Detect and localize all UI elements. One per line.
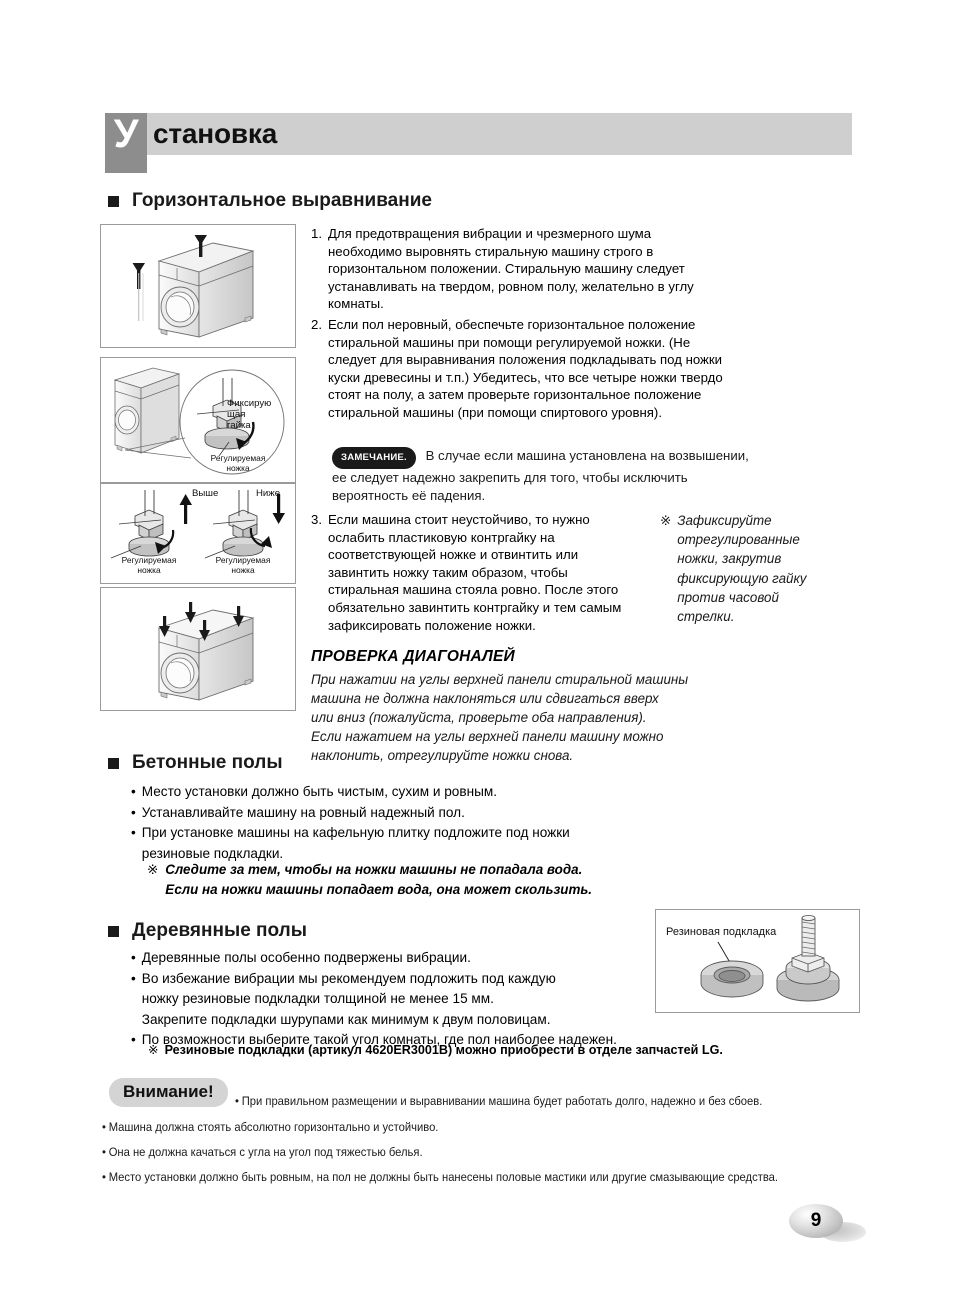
warning-line-1-text: При правильном размещении и выравнивании машина будет работать долго, надежно и без сбоев. (241, 1094, 763, 1108)
square-bullet-icon (108, 758, 119, 769)
bullet-dot-icon: • (131, 784, 136, 799)
page-title: становка (153, 118, 278, 149)
bullet-dot-icon: • (131, 970, 136, 986)
concrete-star-line-1: Следите за тем, чтобы на ножки машины не попадала вода. (165, 862, 583, 877)
leveling-item-2 (311, 316, 736, 422)
figure-foot-detail-box (100, 357, 296, 483)
diagonals-body (311, 670, 761, 765)
square-bullet-icon (108, 926, 119, 937)
reference-mark-icon: ※ (147, 862, 159, 877)
warning-badge: Внимание! (109, 1078, 228, 1107)
diagonals-title: ПРОВЕРКА ДИАГОНАЛЕЙ (311, 648, 515, 665)
bullet-dot-icon: • (102, 1145, 106, 1159)
wooden-bullet-2-line-2: ножку резиновые подкладки толщиной не менее 15 мм. (141, 991, 494, 1006)
list-item (131, 823, 691, 864)
figure5-label-rubber-pad: Резиновая подкладка (666, 926, 777, 938)
warning-line-3-text: Она не должна качаться с угла на угол под тяжестью белья. (108, 1145, 423, 1159)
leveling-note-text: В случае если машина установлена на возвышении, ее следует надежно закрепить для того, чтобы исключить вероятность её падения. (332, 448, 749, 503)
page-number: 9 (810, 1210, 822, 1231)
leveling-item-1 (311, 225, 711, 313)
concrete-bullet-3-line-2: резиновые подкладки. (141, 845, 284, 861)
wooden-star-note-text: Резиновые подкладки (артикул 4620ER3001B) можно приобрести в отделе запчастей LG. (164, 1043, 723, 1057)
diagonals-line-5: наклонить, отрегулируйте ножки снова. (311, 748, 574, 763)
figure-machine-diagonal-box (100, 587, 296, 711)
wooden-bullet-2-line-3: Закрепите подкладки шурупами как минимум к двум половицам. (141, 1011, 551, 1027)
wooden-bullets (131, 948, 691, 1051)
diagonals-line-3: или вниз (пожалуйста, проверьте оба направления). (311, 710, 647, 725)
concrete-bullets (131, 782, 691, 864)
list-item (131, 969, 691, 1031)
figure3-label-higher: Выше (192, 488, 219, 499)
section-heading-concrete (108, 752, 283, 774)
list-item (131, 782, 691, 803)
warning-line-4-text: Место установки должно быть ровным, на пол не должны быть нанесены половые мастики или другие смазывающие средства. (108, 1170, 779, 1184)
leveling-item-2-number: 2. (311, 317, 322, 332)
leveling-item-2-text: Если пол неровный, обеспечьте горизонтальное положение стиральной машины при помощи регулируемой ножки. (Не следует для выравнивания положения подкладывать под ножки куски древесины и т.п.) Убедитесь, что все четыре ножки твердо стоят на полу, а затем проверьте горизонтальное положение стиральной машины (при помощи спиртового уровня). (328, 317, 723, 420)
diagonals-line-1: При нажатии на углы верхней панели стиральной машины (311, 672, 689, 687)
figure-machine-level-svg (101, 225, 296, 348)
warning-line-3 (102, 1144, 423, 1160)
section-heading-wooden-label: Деревянные полы (132, 920, 307, 941)
page-number-badge (789, 1204, 843, 1238)
diagonals-line-2: машина не должна наклоняться или сдвигаться вверх (311, 691, 659, 706)
bullet-dot-icon: • (131, 950, 136, 965)
figure3-label-foot-left: Регулируемая ножка (121, 555, 177, 575)
figure3-label-lower: Ниже (256, 488, 281, 499)
reference-mark-icon: ※ (148, 1043, 159, 1057)
concrete-star-line-2: Если на ножки машины попадает вода, она может скользить. (165, 881, 593, 897)
figure-machine-level-box (100, 224, 296, 348)
bullet-dot-icon: • (235, 1094, 239, 1108)
figure-foot-higher-lower-box (100, 483, 296, 584)
list-item (131, 803, 691, 824)
header-drop-cap-block (105, 113, 147, 173)
leveling-item-3-number: 3. (311, 512, 322, 527)
square-bullet-icon (108, 196, 119, 207)
bullet-dot-icon: • (131, 1032, 136, 1047)
reference-mark-icon: ※ (660, 513, 672, 528)
wooden-bullet-2-line-1: Во избежание вибрации мы рекомендуем подложить под каждую (141, 970, 556, 986)
section-heading-leveling (108, 190, 432, 212)
section-heading-concrete-label: Бетонные полы (132, 752, 283, 773)
concrete-bullet-2: Устанавливайте машину на ровный надежный пол. (141, 804, 465, 820)
list-item (131, 948, 691, 969)
figure2-label-locking-nut: Фиксирую щая гайка (227, 398, 272, 431)
figure2-label-adjustable-foot: Регулируемая ножка (210, 453, 266, 473)
note-badge: ЗАМЕЧАНИЕ. (332, 447, 416, 469)
bullet-dot-icon: • (131, 804, 136, 820)
wooden-bullet-1: Деревянные полы особенно подвержены вибрации. (141, 950, 471, 965)
section-heading-leveling-label: Горизонтальное выравнивание (132, 190, 432, 211)
diagonals-line-4: Если нажатием на углы верхней панели машину можно (311, 729, 664, 744)
section-heading-wooden (108, 920, 307, 942)
header-drop-cap-letter: У (113, 112, 139, 156)
concrete-star-note (147, 860, 717, 899)
wooden-bullet-3: По возможности выберите такой угол комнаты, где пол наиболее надежен. (141, 1032, 617, 1047)
figure3-label-foot-right: Регулируемая ножка (215, 555, 271, 575)
bullet-dot-icon: • (131, 825, 136, 840)
leveling-item-3-text: Если машина стоит неустойчиво, то нужно ослабить пластиковую контргайку на соответствующей ножке и отвинтить или завинтить ножку таким образом, чтобы стиральная машина стояла ровно. После этого обязательно завинтить контргайку и тем самым зафиксировать положение ножки. (328, 512, 622, 633)
warning-line-2 (102, 1119, 438, 1135)
bullet-dot-icon: • (102, 1170, 106, 1184)
leveling-item-1-number: 1. (311, 226, 322, 241)
leveling-side-note-text: Зафиксируйте отрегулированные ножки, закрутив фиксирующую гайку против часовой стрелки. (677, 513, 807, 625)
leveling-side-note (660, 511, 820, 626)
warning-line-1 (235, 1093, 762, 1109)
figure-machine-diagonal-svg (101, 588, 296, 711)
concrete-bullet-3-line-1: При установке машины на кафельную плитку подложите под ножки (141, 825, 570, 840)
bullet-dot-icon: • (102, 1120, 106, 1134)
warning-line-2-text: Машина должна стоять абсолютно горизонтально и устойчиво. (108, 1120, 439, 1134)
leveling-note (332, 447, 752, 504)
warning-line-4 (102, 1169, 778, 1185)
figure-rubber-pad-box (655, 909, 860, 1013)
leveling-item-1-text: Для предотвращения вибрации и чрезмерного шума необходимо выровнять стиральную машину строго в горизонтальном положении. Стиральную машину следует устанавливать на твердом, ровном полу, желательно в углу комнаты. (328, 226, 694, 312)
wooden-star-note (148, 1042, 868, 1059)
leveling-item-3 (311, 511, 633, 634)
concrete-bullet-1: Место установки должно быть чистым, сухим и ровным. (141, 784, 497, 799)
